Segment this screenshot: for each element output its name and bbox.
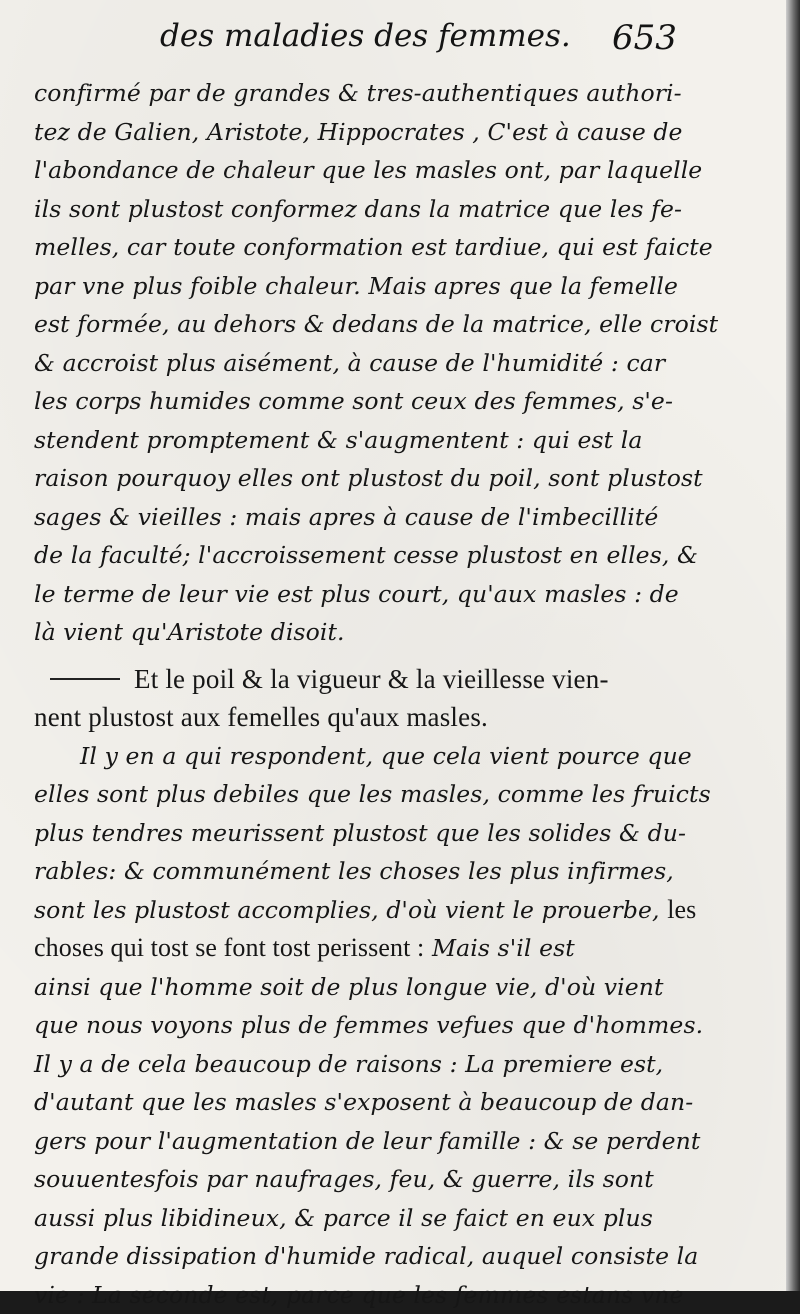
text-line: aussi plus libidineux, & parce il se faict en eux plus	[34, 1199, 734, 1238]
text-line	[34, 929, 734, 968]
text-line: & accroist plus aisément, à cause de l'humidité : car	[34, 344, 734, 383]
proverb-text: les	[667, 895, 696, 924]
text-line: vie : La seconde est, parce que les femmes estans vne	[34, 1276, 734, 1314]
text-line: elles sont plus debiles que les masles, comme les fruicts	[34, 775, 734, 814]
text-line: gers pour l'augmentation de leur famille : & se perdent	[34, 1122, 734, 1161]
text-line: l'abondance de chaleur que les masles ont, par laquelle	[34, 151, 734, 190]
text-line: là vient qu'Aristote disoit.	[34, 613, 734, 652]
text-line	[34, 891, 734, 930]
quotation-text: Et le poil & la vigueur & la vieillesse vien-	[134, 664, 609, 694]
page-number: 653	[612, 18, 677, 58]
quotation-line	[34, 660, 734, 699]
text-line: est formée, au dehors & dedans de la matrice, elle croist	[34, 305, 734, 344]
text-span: sont les plustost accomplies, d'où vient le prouerbe,	[34, 896, 660, 924]
text-line: par vne plus foible chaleur. Mais apres que la femelle	[34, 267, 734, 306]
text-line: stendent promptement & s'augmentent : qui est la	[34, 421, 734, 460]
text-line: ainsi que l'homme soit de plus longue vie, d'où vient	[34, 968, 734, 1007]
page-header	[0, 14, 786, 70]
text-line: rables: & communément les choses les plus infirmes,	[34, 852, 734, 891]
quotation-line: nent plustost aux femelles qu'aux masles.	[34, 698, 734, 737]
text-line: que nous voyons plus de femmes vefues que d'hommes.	[34, 1006, 734, 1045]
text-line: les corps humides comme sont ceux des femmes, s'e-	[34, 382, 734, 421]
quotation-dash	[50, 678, 120, 680]
text-line: grande dissipation d'humide radical, auquel consiste la	[34, 1237, 734, 1276]
text-line: d'autant que les masles s'exposent à beaucoup de dan-	[34, 1083, 734, 1122]
proverb-text: choses qui tost se font tost perissent :	[34, 933, 424, 962]
text-line	[34, 737, 734, 776]
text-line: melles, car toute conformation est tardiue, qui est faicte	[34, 228, 734, 267]
text-line: confirmé par de grandes & tres-authentiques authori-	[34, 74, 734, 113]
text-line: raison pourquoy elles ont plustost du poil, sont plustost	[34, 459, 734, 498]
text-line: le terme de leur vie est plus court, qu'aux masles : de	[34, 575, 734, 614]
text-span: Il y en a qui respondent, que cela vient pource que	[80, 742, 692, 770]
text-line: tez de Galien, Aristote, Hippocrates , C'est à cause de	[34, 113, 734, 152]
running-title: des maladies des femmes.	[160, 18, 571, 54]
text-span: Mais s'il est	[432, 934, 575, 962]
text-line: Il y a de cela beaucoup de raisons : La premiere est,	[34, 1045, 734, 1084]
spacer	[34, 652, 734, 660]
text-line: sages & vieilles : mais apres à cause de l'imbecillité	[34, 498, 734, 537]
text-line: ils sont plustost conformez dans la matrice que les fe-	[34, 190, 734, 229]
text-line: de la faculté; l'accroissement cesse plustost en elles, &	[34, 536, 734, 575]
text-line: souuentesfois par naufrages, feu, & guerre, ils sont	[34, 1160, 734, 1199]
page-edge-shadow	[786, 0, 800, 1291]
body-text	[34, 74, 734, 1314]
text-line: plus tendres meurissent plustost que les solides & du-	[34, 814, 734, 853]
